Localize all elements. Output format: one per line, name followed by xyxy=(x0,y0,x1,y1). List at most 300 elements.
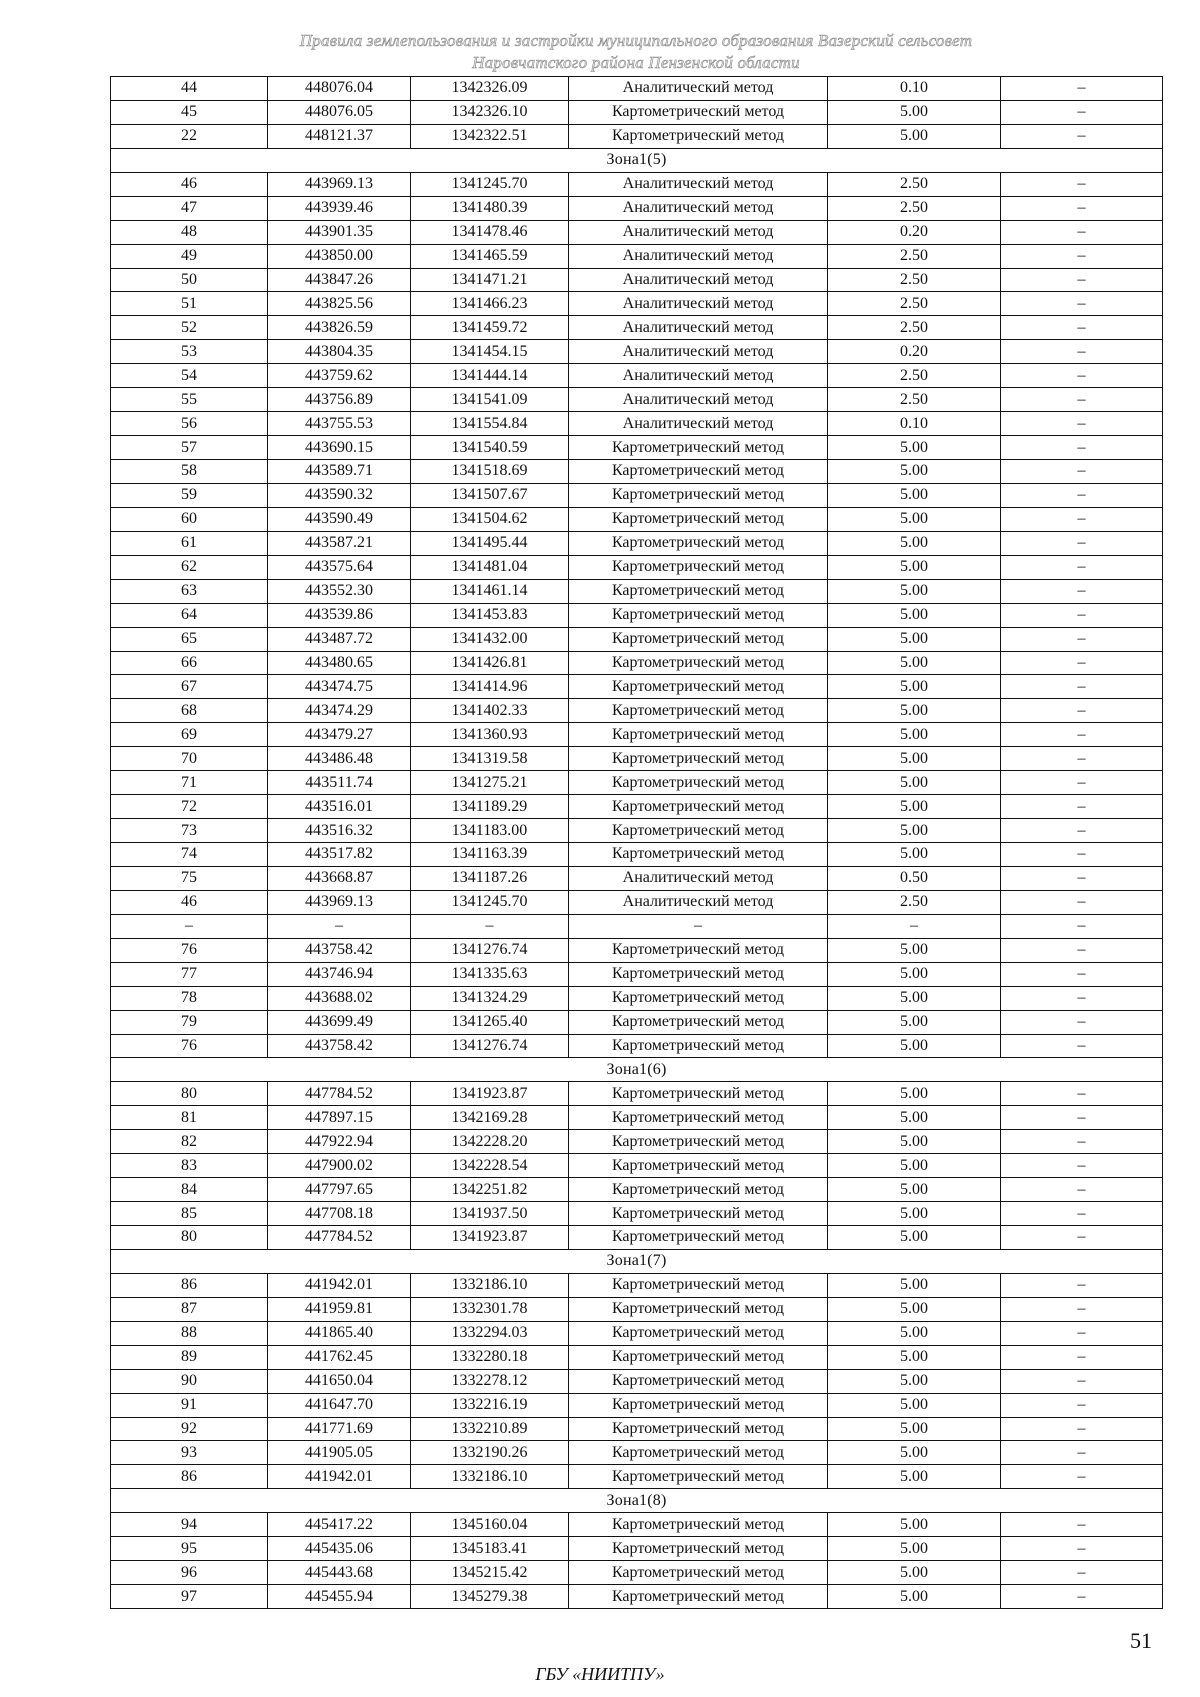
point-number-cell: 86 xyxy=(111,1465,268,1489)
method-cell: Картометрический метод xyxy=(569,843,828,867)
description-cell: – xyxy=(1001,938,1163,962)
page-footer: ГБУ «НИИТПУ» xyxy=(535,1664,665,1684)
y-coordinate-cell: 1341335.63 xyxy=(411,962,569,986)
accuracy-cell: 5.00 xyxy=(828,771,1001,795)
accuracy-cell: 0.20 xyxy=(828,220,1001,244)
accuracy-cell: – xyxy=(828,914,1001,938)
table-row xyxy=(111,220,1163,244)
y-coordinate-cell: 1341454.15 xyxy=(411,340,569,364)
description-cell: – xyxy=(1001,507,1163,531)
y-coordinate-cell: 1332216.19 xyxy=(411,1393,569,1417)
method-cell: Картометрический метод xyxy=(569,1417,828,1441)
description-cell: – xyxy=(1001,651,1163,675)
point-number-cell: 76 xyxy=(111,1034,268,1058)
zone-header-row xyxy=(111,148,1163,172)
x-coordinate-cell: 443758.42 xyxy=(268,1034,411,1058)
y-coordinate-cell: 1345215.42 xyxy=(411,1561,569,1585)
accuracy-cell: 5.00 xyxy=(828,1465,1001,1489)
table-row xyxy=(111,1106,1163,1130)
y-coordinate-cell: 1341426.81 xyxy=(411,651,569,675)
description-cell: – xyxy=(1001,244,1163,268)
description-cell: – xyxy=(1001,1154,1163,1178)
description-cell: – xyxy=(1001,460,1163,484)
accuracy-cell: 5.00 xyxy=(828,1082,1001,1106)
description-cell: – xyxy=(1001,1585,1163,1609)
method-cell: Аналитический метод xyxy=(569,340,828,364)
x-coordinate-cell: 443516.01 xyxy=(268,795,411,819)
page-header-line2: Наровчатского района Пензенской области xyxy=(472,53,800,72)
y-coordinate-cell: 1341480.39 xyxy=(411,196,569,220)
table-row xyxy=(111,100,1163,124)
method-cell: Картометрический метод xyxy=(569,1393,828,1417)
description-cell: – xyxy=(1001,100,1163,124)
x-coordinate-cell: 441942.01 xyxy=(268,1465,411,1489)
point-number-cell: 22 xyxy=(111,124,268,148)
point-number-cell: 55 xyxy=(111,388,268,412)
table-row xyxy=(111,1321,1163,1345)
y-coordinate-cell: 1332294.03 xyxy=(411,1321,569,1345)
y-coordinate-cell: 1342326.09 xyxy=(411,77,569,101)
description-cell: – xyxy=(1001,962,1163,986)
accuracy-cell: 5.00 xyxy=(828,986,1001,1010)
x-coordinate-cell: 443590.49 xyxy=(268,507,411,531)
table-row xyxy=(111,124,1163,148)
table-row xyxy=(111,819,1163,843)
table-row xyxy=(111,747,1163,771)
y-coordinate-cell: 1341937.50 xyxy=(411,1202,569,1226)
description-cell: – xyxy=(1001,1202,1163,1226)
description-cell: – xyxy=(1001,675,1163,699)
point-number-cell: 49 xyxy=(111,244,268,268)
table-row xyxy=(111,1034,1163,1058)
accuracy-cell: 5.00 xyxy=(828,579,1001,603)
table-row xyxy=(111,1417,1163,1441)
table-row xyxy=(111,531,1163,555)
table-row xyxy=(111,1082,1163,1106)
method-cell: Аналитический метод xyxy=(569,292,828,316)
method-cell: Картометрический метод xyxy=(569,1465,828,1489)
method-cell: Картометрический метод xyxy=(569,555,828,579)
method-cell: Картометрический метод xyxy=(569,1537,828,1561)
accuracy-cell: 5.00 xyxy=(828,436,1001,460)
point-number-cell: 87 xyxy=(111,1297,268,1321)
table-row xyxy=(111,795,1163,819)
x-coordinate-cell: 443847.26 xyxy=(268,268,411,292)
method-cell: Картометрический метод xyxy=(569,1561,828,1585)
description-cell: – xyxy=(1001,699,1163,723)
point-number-cell: 59 xyxy=(111,483,268,507)
accuracy-cell: 5.00 xyxy=(828,483,1001,507)
y-coordinate-cell: 1341478.46 xyxy=(411,220,569,244)
table-row xyxy=(111,579,1163,603)
table-row xyxy=(111,699,1163,723)
y-coordinate-cell: 1341276.74 xyxy=(411,938,569,962)
method-cell: Аналитический метод xyxy=(569,388,828,412)
point-number-cell: 97 xyxy=(111,1585,268,1609)
zone-header-row xyxy=(111,1489,1163,1513)
description-cell: – xyxy=(1001,1537,1163,1561)
x-coordinate-cell: 443826.59 xyxy=(268,316,411,340)
point-number-cell: 69 xyxy=(111,723,268,747)
point-number-cell: 91 xyxy=(111,1393,268,1417)
accuracy-cell: 5.00 xyxy=(828,1441,1001,1465)
point-number-cell: 82 xyxy=(111,1130,268,1154)
method-cell: Картометрический метод xyxy=(569,938,828,962)
accuracy-cell: 5.00 xyxy=(828,843,1001,867)
zone-title: Зона1(6) xyxy=(111,1058,1163,1082)
method-cell: Картометрический метод xyxy=(569,1321,828,1345)
y-coordinate-cell: 1342322.51 xyxy=(411,124,569,148)
description-cell: – xyxy=(1001,771,1163,795)
y-coordinate-cell: 1332301.78 xyxy=(411,1297,569,1321)
method-cell: Картометрический метод xyxy=(569,986,828,1010)
point-number-cell: 61 xyxy=(111,531,268,555)
table-row xyxy=(111,1130,1163,1154)
y-coordinate-cell: 1341518.69 xyxy=(411,460,569,484)
accuracy-cell: 5.00 xyxy=(828,1202,1001,1226)
y-coordinate-cell: 1341360.93 xyxy=(411,723,569,747)
x-coordinate-cell: 443516.32 xyxy=(268,819,411,843)
description-cell: – xyxy=(1001,914,1163,938)
description-cell: – xyxy=(1001,1130,1163,1154)
description-cell: – xyxy=(1001,1297,1163,1321)
y-coordinate-cell: 1332278.12 xyxy=(411,1369,569,1393)
point-number-cell: 68 xyxy=(111,699,268,723)
y-coordinate-cell: 1341923.87 xyxy=(411,1082,569,1106)
description-cell: – xyxy=(1001,1106,1163,1130)
point-number-cell: 46 xyxy=(111,172,268,196)
table-row xyxy=(111,627,1163,651)
page-header xyxy=(110,30,1162,74)
accuracy-cell: 5.00 xyxy=(828,1178,1001,1202)
y-coordinate-cell: 1341319.58 xyxy=(411,747,569,771)
point-number-cell: 66 xyxy=(111,651,268,675)
description-cell: – xyxy=(1001,340,1163,364)
accuracy-cell: 2.50 xyxy=(828,268,1001,292)
point-number-cell: 62 xyxy=(111,555,268,579)
x-coordinate-cell: 443474.29 xyxy=(268,699,411,723)
description-cell: – xyxy=(1001,1345,1163,1369)
description-cell: – xyxy=(1001,172,1163,196)
x-coordinate-cell: 447900.02 xyxy=(268,1154,411,1178)
zone-header-row xyxy=(111,1249,1163,1273)
accuracy-cell: 5.00 xyxy=(828,723,1001,747)
accuracy-cell: 5.00 xyxy=(828,555,1001,579)
accuracy-cell: 5.00 xyxy=(828,1513,1001,1537)
x-coordinate-cell: 443756.89 xyxy=(268,388,411,412)
method-cell: Картометрический метод xyxy=(569,699,828,723)
accuracy-cell: 5.00 xyxy=(828,1393,1001,1417)
table-row xyxy=(111,1465,1163,1489)
x-coordinate-cell: 443850.00 xyxy=(268,244,411,268)
description-cell: – xyxy=(1001,795,1163,819)
point-number-cell: 50 xyxy=(111,268,268,292)
x-coordinate-cell: 447797.65 xyxy=(268,1178,411,1202)
method-cell: Картометрический метод xyxy=(569,1106,828,1130)
method-cell: Аналитический метод xyxy=(569,316,828,340)
point-number-cell: 77 xyxy=(111,962,268,986)
point-number-cell: 80 xyxy=(111,1082,268,1106)
description-cell: – xyxy=(1001,292,1163,316)
accuracy-cell: 5.00 xyxy=(828,1130,1001,1154)
table-row xyxy=(111,77,1163,101)
description-cell: – xyxy=(1001,555,1163,579)
point-number-cell: – xyxy=(111,914,268,938)
point-number-cell: 70 xyxy=(111,747,268,771)
method-cell: Картометрический метод xyxy=(569,1154,828,1178)
table-row xyxy=(111,1441,1163,1465)
accuracy-cell: 5.00 xyxy=(828,651,1001,675)
description-cell: – xyxy=(1001,890,1163,914)
accuracy-cell: 5.00 xyxy=(828,1010,1001,1034)
table-row xyxy=(111,866,1163,890)
zone-title: Зона1(8) xyxy=(111,1489,1163,1513)
description-cell: – xyxy=(1001,723,1163,747)
method-cell: Картометрический метод xyxy=(569,627,828,651)
point-number-cell: 48 xyxy=(111,220,268,244)
point-number-cell: 65 xyxy=(111,627,268,651)
accuracy-cell: 5.00 xyxy=(828,1561,1001,1585)
table-row xyxy=(111,1010,1163,1034)
accuracy-cell: 0.10 xyxy=(828,77,1001,101)
accuracy-cell: 0.50 xyxy=(828,866,1001,890)
description-cell: – xyxy=(1001,388,1163,412)
zone-header-row xyxy=(111,1058,1163,1082)
description-cell: – xyxy=(1001,268,1163,292)
point-number-cell: 88 xyxy=(111,1321,268,1345)
point-number-cell: 81 xyxy=(111,1106,268,1130)
y-coordinate-cell: 1341459.72 xyxy=(411,316,569,340)
accuracy-cell: 5.00 xyxy=(828,603,1001,627)
accuracy-cell: 5.00 xyxy=(828,699,1001,723)
y-coordinate-cell: 1341402.33 xyxy=(411,699,569,723)
x-coordinate-cell: 447784.52 xyxy=(268,1226,411,1250)
description-cell: – xyxy=(1001,1034,1163,1058)
x-coordinate-cell: 443590.32 xyxy=(268,483,411,507)
accuracy-cell: 5.00 xyxy=(828,1321,1001,1345)
description-cell: – xyxy=(1001,316,1163,340)
x-coordinate-cell: 443758.42 xyxy=(268,938,411,962)
y-coordinate-cell: 1332210.89 xyxy=(411,1417,569,1441)
description-cell: – xyxy=(1001,531,1163,555)
y-coordinate-cell: 1341414.96 xyxy=(411,675,569,699)
y-coordinate-cell: 1341504.62 xyxy=(411,507,569,531)
y-coordinate-cell: 1341163.39 xyxy=(411,843,569,867)
y-coordinate-cell: 1341276.74 xyxy=(411,1034,569,1058)
table-row xyxy=(111,1537,1163,1561)
method-cell: Картометрический метод xyxy=(569,1034,828,1058)
table-row xyxy=(111,1393,1163,1417)
table-row xyxy=(111,1226,1163,1250)
description-cell: – xyxy=(1001,1082,1163,1106)
x-coordinate-cell: 447922.94 xyxy=(268,1130,411,1154)
y-coordinate-cell: 1341245.70 xyxy=(411,172,569,196)
table-row xyxy=(111,268,1163,292)
method-cell: Картометрический метод xyxy=(569,100,828,124)
y-coordinate-cell: 1341466.23 xyxy=(411,292,569,316)
point-number-cell: 94 xyxy=(111,1513,268,1537)
description-cell: – xyxy=(1001,436,1163,460)
method-cell: Картометрический метод xyxy=(569,747,828,771)
table-row xyxy=(111,1369,1163,1393)
method-cell: Картометрический метод xyxy=(569,819,828,843)
x-coordinate-cell: 443688.02 xyxy=(268,986,411,1010)
point-number-cell: 75 xyxy=(111,866,268,890)
y-coordinate-cell: 1342228.20 xyxy=(411,1130,569,1154)
point-number-cell: 83 xyxy=(111,1154,268,1178)
point-number-cell: 85 xyxy=(111,1202,268,1226)
x-coordinate-cell: 443517.82 xyxy=(268,843,411,867)
method-cell: Аналитический метод xyxy=(569,412,828,436)
method-cell: Картометрический метод xyxy=(569,507,828,531)
y-coordinate-cell: 1341432.00 xyxy=(411,627,569,651)
x-coordinate-cell: 445417.22 xyxy=(268,1513,411,1537)
y-coordinate-cell: 1341481.04 xyxy=(411,555,569,579)
table-row xyxy=(111,603,1163,627)
method-cell: Картометрический метод xyxy=(569,771,828,795)
point-number-cell: 57 xyxy=(111,436,268,460)
point-number-cell: 64 xyxy=(111,603,268,627)
x-coordinate-cell: 443486.48 xyxy=(268,747,411,771)
description-cell: – xyxy=(1001,1513,1163,1537)
method-cell: – xyxy=(569,914,828,938)
y-coordinate-cell: 1341453.83 xyxy=(411,603,569,627)
y-coordinate-cell: 1341465.59 xyxy=(411,244,569,268)
table-row xyxy=(111,244,1163,268)
description-cell: – xyxy=(1001,603,1163,627)
table-row xyxy=(111,1178,1163,1202)
description-cell: – xyxy=(1001,483,1163,507)
point-number-cell: 93 xyxy=(111,1441,268,1465)
x-coordinate-cell: 443804.35 xyxy=(268,340,411,364)
x-coordinate-cell: 445455.94 xyxy=(268,1585,411,1609)
point-number-cell: 74 xyxy=(111,843,268,867)
x-coordinate-cell: 443690.15 xyxy=(268,436,411,460)
point-number-cell: 95 xyxy=(111,1537,268,1561)
table-row xyxy=(111,1202,1163,1226)
accuracy-cell: 5.00 xyxy=(828,1034,1001,1058)
x-coordinate-cell: 445443.68 xyxy=(268,1561,411,1585)
table-row xyxy=(111,1154,1163,1178)
accuracy-cell: 5.00 xyxy=(828,675,1001,699)
table-row xyxy=(111,436,1163,460)
table-row xyxy=(111,1585,1163,1609)
x-coordinate-cell: 445435.06 xyxy=(268,1537,411,1561)
description-cell: – xyxy=(1001,364,1163,388)
x-coordinate-cell: 447897.15 xyxy=(268,1106,411,1130)
accuracy-cell: 5.00 xyxy=(828,819,1001,843)
accuracy-cell: 5.00 xyxy=(828,1369,1001,1393)
y-coordinate-cell: 1332186.10 xyxy=(411,1273,569,1297)
y-coordinate-cell: 1341183.00 xyxy=(411,819,569,843)
x-coordinate-cell: 443587.21 xyxy=(268,531,411,555)
table-row xyxy=(111,364,1163,388)
table-row xyxy=(111,675,1163,699)
method-cell: Картометрический метод xyxy=(569,675,828,699)
accuracy-cell: 2.50 xyxy=(828,890,1001,914)
y-coordinate-cell: 1332190.26 xyxy=(411,1441,569,1465)
x-coordinate-cell: 443939.46 xyxy=(268,196,411,220)
method-cell: Картометрический метод xyxy=(569,1010,828,1034)
point-number-cell: 67 xyxy=(111,675,268,699)
method-cell: Картометрический метод xyxy=(569,1082,828,1106)
point-number-cell: 73 xyxy=(111,819,268,843)
description-cell: – xyxy=(1001,1393,1163,1417)
y-coordinate-cell: 1341275.21 xyxy=(411,771,569,795)
table-row xyxy=(111,723,1163,747)
table-row xyxy=(111,316,1163,340)
method-cell: Картометрический метод xyxy=(569,1178,828,1202)
table-row xyxy=(111,388,1163,412)
accuracy-cell: 5.00 xyxy=(828,747,1001,771)
accuracy-cell: 2.50 xyxy=(828,196,1001,220)
x-coordinate-cell: 448076.04 xyxy=(268,77,411,101)
y-coordinate-cell: 1345183.41 xyxy=(411,1537,569,1561)
point-number-cell: 71 xyxy=(111,771,268,795)
description-cell: – xyxy=(1001,1010,1163,1034)
accuracy-cell: 5.00 xyxy=(828,1273,1001,1297)
description-cell: – xyxy=(1001,1178,1163,1202)
accuracy-cell: 2.50 xyxy=(828,244,1001,268)
x-coordinate-cell: 441771.69 xyxy=(268,1417,411,1441)
accuracy-cell: 2.50 xyxy=(828,292,1001,316)
point-number-cell: 89 xyxy=(111,1345,268,1369)
table-row xyxy=(111,483,1163,507)
accuracy-cell: 5.00 xyxy=(828,124,1001,148)
y-coordinate-cell: 1341541.09 xyxy=(411,388,569,412)
method-cell: Аналитический метод xyxy=(569,364,828,388)
description-cell: – xyxy=(1001,627,1163,651)
point-number-cell: 58 xyxy=(111,460,268,484)
y-coordinate-cell: 1341444.14 xyxy=(411,364,569,388)
table-row xyxy=(111,890,1163,914)
zone-title: Зона1(5) xyxy=(111,148,1163,172)
y-coordinate-cell: 1341495.44 xyxy=(411,531,569,555)
x-coordinate-cell: 443480.65 xyxy=(268,651,411,675)
x-coordinate-cell: 443969.13 xyxy=(268,172,411,196)
table-row xyxy=(111,507,1163,531)
x-coordinate-cell: 443511.74 xyxy=(268,771,411,795)
method-cell: Аналитический метод xyxy=(569,220,828,244)
x-coordinate-cell: 447708.18 xyxy=(268,1202,411,1226)
point-number-cell: 60 xyxy=(111,507,268,531)
point-number-cell: 84 xyxy=(111,1178,268,1202)
accuracy-cell: 5.00 xyxy=(828,1345,1001,1369)
accuracy-cell: 5.00 xyxy=(828,460,1001,484)
description-cell: – xyxy=(1001,843,1163,867)
accuracy-cell: 5.00 xyxy=(828,938,1001,962)
point-number-cell: 53 xyxy=(111,340,268,364)
description-cell: – xyxy=(1001,196,1163,220)
method-cell: Картометрический метод xyxy=(569,1297,828,1321)
description-cell: – xyxy=(1001,124,1163,148)
y-coordinate-cell: 1341923.87 xyxy=(411,1226,569,1250)
point-number-cell: 79 xyxy=(111,1010,268,1034)
y-coordinate-cell: 1341540.59 xyxy=(411,436,569,460)
accuracy-cell: 5.00 xyxy=(828,1154,1001,1178)
point-number-cell: 80 xyxy=(111,1226,268,1250)
method-cell: Картометрический метод xyxy=(569,651,828,675)
table-row xyxy=(111,196,1163,220)
zone-title: Зона1(7) xyxy=(111,1249,1163,1273)
method-cell: Аналитический метод xyxy=(569,77,828,101)
description-cell: – xyxy=(1001,1465,1163,1489)
description-cell: – xyxy=(1001,1369,1163,1393)
table-row xyxy=(111,1273,1163,1297)
method-cell: Аналитический метод xyxy=(569,196,828,220)
table-row xyxy=(111,340,1163,364)
y-coordinate-cell: 1341471.21 xyxy=(411,268,569,292)
